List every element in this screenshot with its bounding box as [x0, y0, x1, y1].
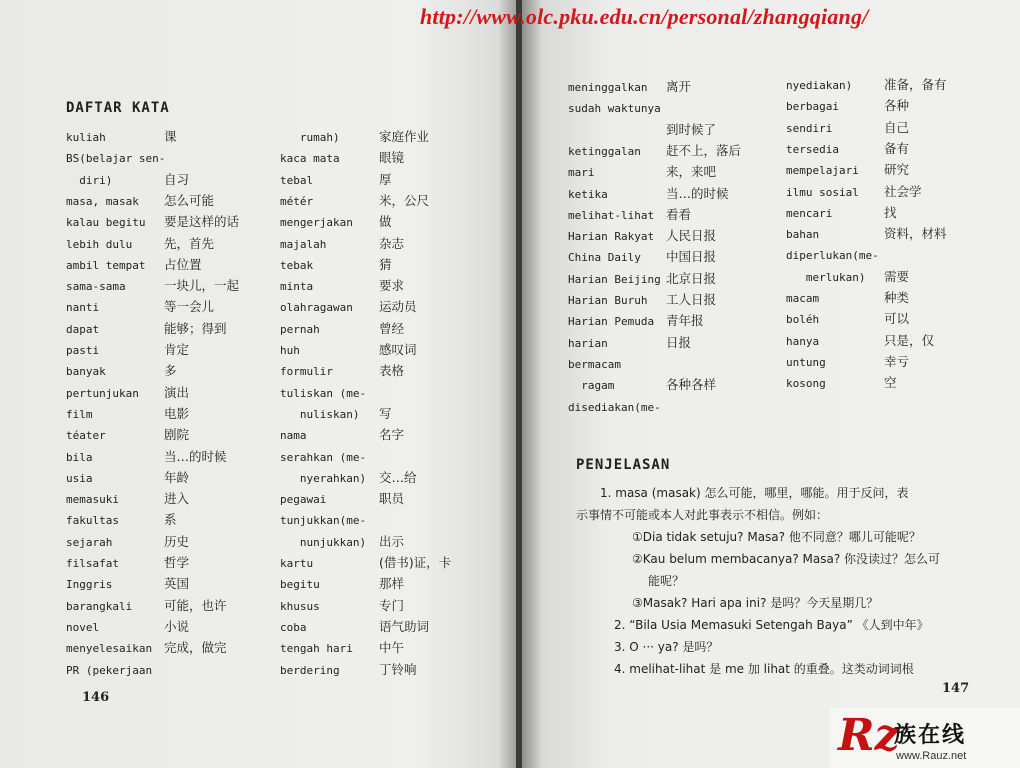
- chinese-meaning: 赶不上，落后: [666, 142, 742, 158]
- vocab-entry: [786, 183, 922, 200]
- indonesian-word: tuliskan (me-: [280, 386, 367, 400]
- chinese-meaning: 各种: [884, 98, 910, 114]
- vocab-entry: [568, 164, 717, 180]
- chinese-meaning: 演出: [164, 384, 190, 400]
- vocab-entry: [66, 278, 240, 294]
- chinese-meaning: 运动员: [379, 299, 417, 315]
- vocab-entry: [786, 353, 910, 370]
- indonesian-word: Harian Rakyat: [568, 230, 655, 244]
- vocab-entry: [786, 204, 897, 221]
- vocab-entry: [66, 214, 240, 230]
- vocab-entry: [568, 249, 717, 265]
- vocab-entry: [280, 320, 405, 337]
- explanation-line: 4. melihat-lihat 是 me 加 lihat 的重叠。这类动词词根: [614, 662, 914, 676]
- indonesian-word: pernah: [280, 322, 320, 336]
- indonesian-word: khusus: [280, 599, 320, 613]
- vocab-entry: [786, 226, 947, 242]
- indonesian-word: nanti: [66, 301, 100, 315]
- indonesian-word: film: [66, 407, 93, 421]
- chinese-meaning: 准备，备有: [884, 77, 947, 92]
- explanation-line: ②Kau belum membacanya? Masa? 你没读过？怎么可: [632, 552, 941, 566]
- indonesian-word: novel: [66, 620, 100, 634]
- indonesian-word: lebih dulu: [66, 237, 133, 251]
- indonesian-word: tebal: [280, 173, 314, 187]
- indonesian-word: métér: [280, 194, 314, 208]
- chinese-meaning: 当…的时候: [666, 185, 729, 201]
- explanation-line: 1. masa (masak) 怎么可能，哪里，哪能。用于反问，表: [600, 486, 909, 500]
- indonesian-word: bahan: [786, 228, 820, 242]
- chinese-meaning: 备有: [884, 140, 910, 156]
- indonesian-word: kartu: [280, 557, 314, 570]
- indonesian-word: ketinggalan: [568, 144, 641, 158]
- indonesian-word: rumah): [280, 131, 340, 144]
- indonesian-word: Harian Pemuda: [568, 315, 655, 329]
- indonesian-word: mari: [568, 166, 595, 180]
- indonesian-word: ketika: [568, 187, 608, 201]
- indonesian-word: memasuki: [66, 493, 119, 507]
- vocab-entry: [786, 268, 910, 285]
- vocab-entry: [66, 427, 190, 443]
- vocab-entry: [66, 597, 227, 614]
- vocab-entry: [66, 512, 177, 528]
- chinese-meaning: 离开: [666, 79, 692, 94]
- vocab-entry: [280, 342, 417, 358]
- indonesian-word: mencari: [786, 206, 833, 220]
- chinese-meaning: 年龄: [164, 469, 190, 485]
- chinese-meaning: 自习: [164, 171, 190, 187]
- indonesian-word: kuliah: [66, 131, 106, 144]
- vocab-entry: [786, 119, 910, 136]
- vocab-entry: [280, 427, 405, 443]
- indonesian-word: ragam: [568, 379, 615, 393]
- indonesian-word: minta: [280, 280, 314, 294]
- chinese-meaning: 一块儿，一起: [164, 278, 240, 294]
- vocab-entry: [568, 101, 661, 116]
- indonesian-word: pertunjukan: [66, 386, 139, 400]
- indonesian-word: sama-sama: [66, 280, 126, 294]
- chinese-meaning: 研究: [884, 162, 910, 178]
- vocab-entry: [280, 597, 405, 614]
- chinese-meaning: 做: [379, 214, 392, 230]
- chinese-meaning: 怎么可能: [164, 192, 215, 208]
- vocab-entry: [568, 142, 742, 159]
- vocab-entry: [280, 129, 430, 145]
- indonesian-word: kosong: [786, 377, 826, 391]
- chinese-meaning: 到时候了: [666, 121, 717, 137]
- vocab-entry: [280, 533, 405, 550]
- vocab-entry: [280, 469, 417, 486]
- vocab-entry: [568, 292, 717, 308]
- logo-mark: Rz: [838, 710, 900, 761]
- chinese-meaning: 电影: [164, 405, 190, 421]
- chinese-meaning: 剧院: [164, 427, 190, 443]
- indonesian-word: kaca mata: [280, 152, 340, 166]
- vocab-entry: [786, 332, 935, 349]
- vocab-entry: [280, 235, 405, 252]
- indonesian-word: nyerahkan): [280, 471, 367, 485]
- indonesian-word: China Daily: [568, 251, 641, 265]
- indonesian-word: sendiri: [786, 121, 833, 135]
- chinese-meaning: 先，首先: [164, 235, 215, 251]
- vocab-entry: [280, 405, 392, 422]
- chinese-meaning: 需要: [884, 268, 910, 284]
- indonesian-word: fakultas: [66, 514, 119, 528]
- vocab-entry: [568, 313, 704, 329]
- vocab-entry: [568, 400, 661, 415]
- chinese-meaning: 社会学: [884, 183, 922, 199]
- vocab-entry: [280, 299, 417, 315]
- chinese-meaning: 资料，材料: [884, 226, 947, 242]
- vocab-entry: [66, 618, 190, 635]
- indonesian-word: Harian Buruh: [568, 294, 648, 307]
- chinese-meaning: 各种各样: [666, 377, 717, 393]
- indonesian-word: mempelajari: [786, 164, 859, 178]
- chinese-meaning: 猜: [379, 256, 392, 272]
- vocab-entry: [66, 235, 215, 252]
- chinese-meaning: 当…的时候: [164, 448, 227, 464]
- page-number-right: 147: [942, 681, 970, 696]
- logo-url: www.Rauz.net: [896, 750, 967, 762]
- chinese-meaning: 米，公尺: [379, 192, 430, 208]
- chinese-meaning: 历史: [164, 533, 190, 549]
- indonesian-word: banyak: [66, 365, 106, 379]
- indonesian-word: untung: [786, 355, 826, 369]
- vocab-heading: DAFTAR KATA: [66, 100, 170, 116]
- indonesian-word: formulir: [280, 365, 333, 379]
- explanation-line: ①Dia tidak setuju? Masa? 他不同意？哪儿可能呢？: [632, 530, 921, 544]
- chinese-meaning: 人民日报: [666, 228, 717, 244]
- vocab-entry: [568, 228, 717, 244]
- chinese-meaning: 种类: [884, 290, 910, 305]
- chinese-meaning: 语气助词: [379, 618, 430, 634]
- indonesian-word: diperlukan(me-: [786, 249, 879, 263]
- indonesian-word: disediakan(me-: [568, 400, 661, 414]
- vocab-entry: [280, 618, 430, 635]
- indonesian-word: pegawai: [280, 493, 327, 507]
- chinese-meaning: 感叹词: [379, 342, 417, 357]
- indonesian-word: ilmu sosial: [786, 185, 859, 199]
- indonesian-word: tersedia: [786, 142, 839, 156]
- indonesian-word: barangkali: [66, 599, 133, 613]
- indonesian-word: melihat-lihat: [568, 208, 655, 222]
- indonesian-word: olahragawan: [280, 301, 353, 315]
- vocab-entry: [280, 363, 405, 379]
- vocab-entry: [66, 171, 190, 188]
- vocab-entry: [280, 171, 392, 188]
- chinese-meaning: 工人日报: [666, 292, 717, 307]
- vocab-entry: [280, 661, 417, 678]
- chinese-meaning: 只是，仅: [884, 332, 935, 348]
- indonesian-word: majalah: [280, 237, 327, 251]
- indonesian-word: bermacam: [568, 357, 621, 371]
- indonesian-word: Harian Beijing: [568, 272, 661, 286]
- indonesian-word: sudah waktunya: [568, 102, 661, 116]
- vocab-entry: [280, 192, 430, 209]
- chinese-meaning: 厚: [379, 171, 392, 187]
- vocab-entry: [786, 98, 910, 114]
- indonesian-word: filsafat: [66, 557, 119, 570]
- vocab-entry: [280, 278, 405, 294]
- chinese-meaning: 要是这样的话: [164, 214, 240, 230]
- vocab-entry: [66, 342, 190, 358]
- indonesian-word: dapat: [66, 322, 100, 336]
- indonesian-word: tengah hari: [280, 642, 353, 656]
- explanation-line: 2. “Bila Usia Memasuki Setengah Baya” 《人到中年》: [614, 618, 929, 632]
- vocab-entry: [66, 469, 190, 486]
- indonesian-word: pasti: [66, 344, 100, 357]
- vocab-entry: [786, 77, 947, 93]
- indonesian-word: macam: [786, 292, 820, 305]
- vocab-entry: [786, 311, 910, 327]
- chinese-meaning: 空: [884, 375, 897, 391]
- indonesian-word: coba: [280, 620, 307, 634]
- chinese-meaning: 杂志: [379, 235, 405, 251]
- vocab-entry: [568, 377, 717, 393]
- logo-name: 族在线: [894, 723, 967, 748]
- vocab-entry: [568, 270, 717, 287]
- indonesian-word: nyediakan): [786, 79, 853, 92]
- vocab-entry: [568, 185, 729, 202]
- chinese-meaning: 要求: [379, 278, 405, 294]
- vocab-entry: [66, 448, 227, 465]
- indonesian-word: berdering: [280, 663, 340, 677]
- chinese-meaning: 写: [379, 405, 392, 421]
- indonesian-word: meninggalkan: [568, 81, 648, 94]
- chinese-meaning: 课: [164, 129, 177, 144]
- vocab-entry: [66, 384, 190, 401]
- chinese-meaning: 系: [164, 512, 177, 528]
- chinese-meaning: 肯定: [164, 342, 190, 357]
- vocab-entry: [786, 248, 879, 263]
- chinese-meaning: 丁铃响: [379, 661, 417, 677]
- chinese-meaning: 英国: [164, 576, 190, 592]
- vocab-entry: [66, 555, 190, 571]
- vocab-entry: [66, 663, 152, 678]
- indonesian-word: Inggris: [66, 578, 113, 592]
- indonesian-word: sejarah: [66, 535, 113, 549]
- right-page: [522, 0, 1020, 768]
- indonesian-word: nunjukkan): [280, 535, 367, 549]
- indonesian-word: tunjukkan(me-: [280, 514, 367, 528]
- explanation-line: 示事情不可能或本人对此事表示不相信。例如：: [576, 508, 829, 522]
- indonesian-word: nama: [280, 429, 307, 443]
- chinese-meaning: 进入: [164, 491, 190, 507]
- explanation-line: 3. O ··· ya? 是吗？: [614, 640, 719, 654]
- chinese-meaning: 占位置: [164, 256, 202, 272]
- chinese-meaning: 小说: [164, 618, 190, 634]
- indonesian-word: nuliskan): [280, 407, 360, 421]
- indonesian-word: menyelesaikan: [66, 642, 153, 656]
- indonesian-word: boléh: [786, 313, 820, 327]
- chinese-meaning: 日报: [666, 334, 692, 350]
- indonesian-word: berbagai: [786, 100, 839, 114]
- vocab-entry: [786, 162, 910, 178]
- vocab-entry: [66, 405, 190, 422]
- indonesian-word: PR (pekerjaan: [66, 663, 153, 677]
- vocab-entry: [786, 290, 910, 306]
- indonesian-word: ambil tempat: [66, 258, 146, 272]
- chinese-meaning: 专门: [379, 597, 405, 613]
- vocab-entry: [66, 320, 227, 337]
- chinese-meaning: 幸亏: [884, 353, 910, 369]
- indonesian-word: tebak: [280, 258, 314, 272]
- chinese-meaning: 中国日报: [666, 249, 717, 265]
- chinese-meaning: 眼镜: [379, 150, 405, 166]
- vocab-entry: [568, 79, 692, 95]
- vocab-entry: [66, 576, 190, 592]
- chinese-meaning: 青年报: [666, 313, 704, 329]
- chinese-meaning: 多: [164, 363, 177, 379]
- indonesian-word: téater: [66, 429, 106, 443]
- indonesian-word: BS(belajar sen-: [66, 152, 166, 166]
- chinese-meaning: 来，来吧: [666, 164, 717, 180]
- chinese-meaning: 交…给: [379, 469, 417, 485]
- explanation-line: 能呢？: [648, 574, 685, 588]
- vocab-entry: [568, 357, 621, 372]
- vocab-entry: [66, 640, 227, 656]
- vocab-entry: [66, 299, 215, 315]
- page-number-left: 146: [82, 690, 110, 705]
- chinese-meaning: 曾经: [379, 320, 405, 336]
- vocab-entry: [66, 129, 177, 145]
- chinese-meaning: 能够；得到: [164, 320, 227, 336]
- chinese-meaning: (借书)证，卡: [379, 555, 452, 570]
- chinese-meaning: 中午: [379, 640, 405, 656]
- indonesian-word: begitu: [280, 578, 320, 592]
- indonesian-word: diri): [66, 173, 113, 187]
- vocab-entry: [280, 386, 366, 401]
- explanation-line: ③Masak? Hari apa ini? 是吗？今天星期几？: [632, 596, 879, 610]
- indonesian-word: serahkan (me-: [280, 450, 367, 464]
- vocab-entry: [786, 375, 897, 391]
- chinese-meaning: 哲学: [164, 555, 190, 570]
- chinese-meaning: 看看: [666, 206, 692, 222]
- vocab-entry: [280, 256, 392, 273]
- vocab-entry: [786, 140, 910, 157]
- chinese-meaning: 名字: [379, 427, 405, 443]
- indonesian-word: hanya: [786, 334, 820, 348]
- chinese-meaning: 找: [884, 204, 897, 220]
- chinese-meaning: 自己: [884, 119, 910, 135]
- chinese-meaning: 北京日报: [666, 270, 717, 286]
- vocab-entry: [66, 192, 215, 209]
- vocab-entry: [66, 491, 190, 507]
- vocab-entry: [280, 450, 366, 465]
- indonesian-word: merlukan): [786, 270, 866, 284]
- chinese-meaning: 表格: [379, 363, 405, 379]
- chinese-meaning: 出示: [379, 533, 405, 549]
- indonesian-word: harian: [568, 336, 608, 350]
- indonesian-word: usia: [66, 471, 93, 485]
- chinese-meaning: 可以: [884, 311, 910, 327]
- chinese-meaning: 等一会儿: [164, 299, 215, 315]
- vocab-entry: [66, 533, 190, 550]
- vocab-entry: [280, 555, 452, 571]
- chinese-meaning: 家庭作业: [379, 129, 430, 144]
- watermark-url: http://www.olc.pku.edu.cn/personal/zhangqiang/: [420, 4, 869, 29]
- chinese-meaning: 那样: [379, 576, 405, 592]
- explanation-heading: PENJELASAN: [576, 457, 671, 473]
- indonesian-word: masa, masak: [66, 194, 139, 208]
- chinese-meaning: 完成，做完: [164, 640, 227, 656]
- vocab-entry: [66, 151, 165, 166]
- vocab-entry: [280, 214, 392, 230]
- indonesian-word: bila: [66, 450, 93, 464]
- indonesian-word: mengerjakan: [280, 216, 353, 230]
- vocab-entry: [280, 491, 405, 507]
- vocab-entry: [66, 363, 177, 379]
- chinese-meaning: 可能，也许: [164, 597, 227, 613]
- vocab-entry: [280, 150, 405, 166]
- site-logo: [830, 708, 1020, 768]
- vocab-entry: [280, 576, 405, 592]
- vocab-entry: [568, 334, 692, 351]
- indonesian-word: kalau begitu: [66, 216, 146, 230]
- chinese-meaning: 职员: [379, 491, 405, 507]
- vocab-entry: [568, 206, 692, 223]
- vocab-entry: [66, 256, 202, 273]
- indonesian-word: huh: [280, 344, 300, 357]
- vocab-entry: [280, 640, 405, 656]
- vocab-entry: [280, 513, 366, 528]
